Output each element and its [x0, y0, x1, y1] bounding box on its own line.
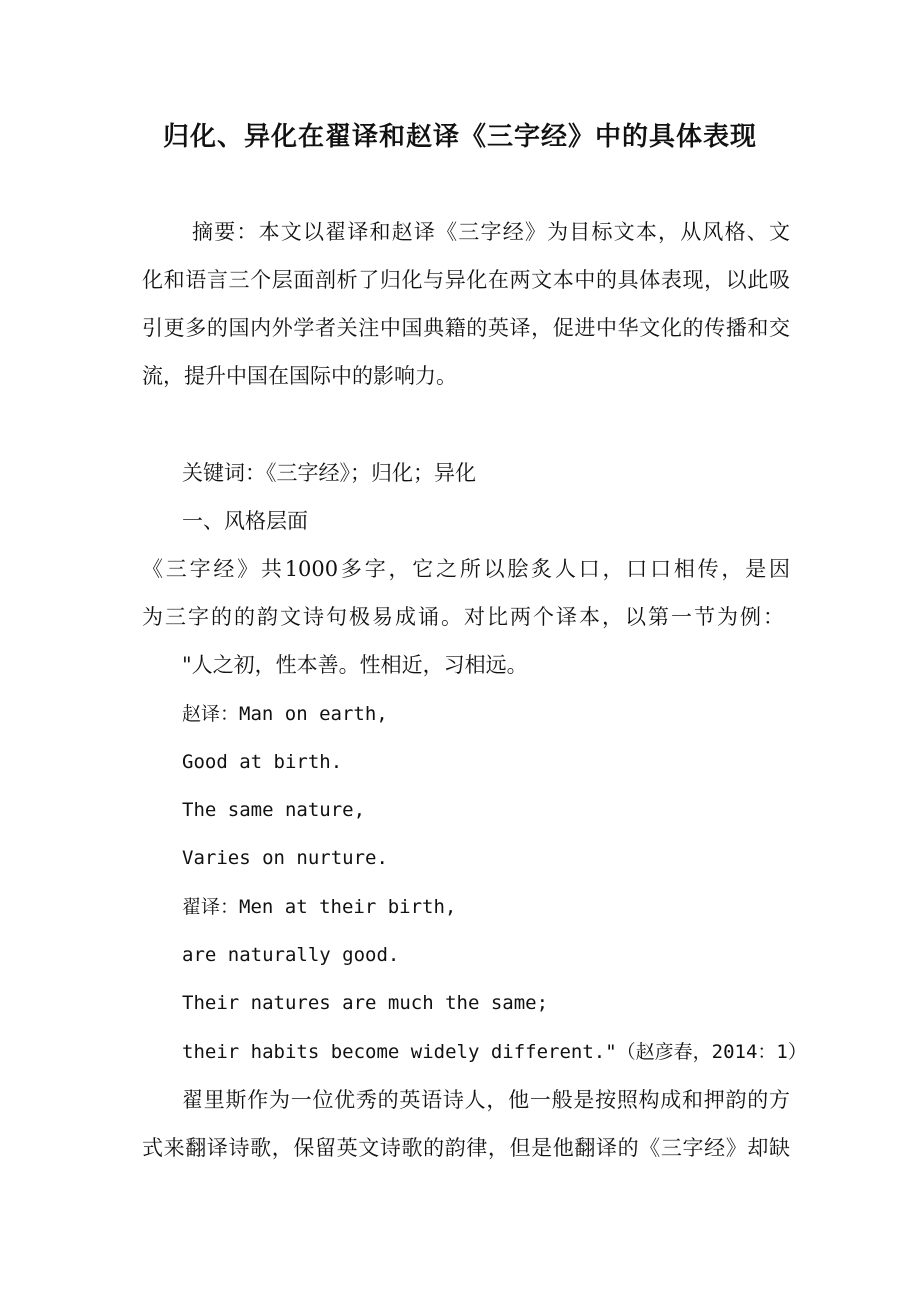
keywords: 关键词：《三字经》；归化；异化 — [182, 461, 476, 485]
translation-line: their habits become widely different."（赵彦春，2014：1） — [182, 1041, 807, 1063]
quote-line: "人之初，性本善。性相近，习相远。 — [182, 653, 528, 677]
abstract-line: 化和语言三个层面剖析了归化与异化在两文本中的具体表现，以此吸 — [142, 268, 790, 292]
translation-line: Their natures are much the same; — [182, 992, 549, 1014]
translation-line: 赵译：Man on earth, — [182, 703, 388, 725]
document-title: 归化、异化在翟译和赵译《三字经》中的具体表现 — [162, 122, 757, 152]
translation-line: Good at birth. — [182, 751, 343, 773]
abstract-line: 流，提升中国在国际中的影响力。 — [142, 364, 457, 388]
body-line: 《三字经》共1000多字，它之所以脍炙人口，口口相传，是因 — [142, 557, 790, 581]
section-heading: 一、风格层面 — [182, 509, 308, 533]
body-line: 为三字的的韵文诗句极易成诵。对比两个译本，以第一节为例： — [142, 605, 786, 629]
abstract-line: 引更多的国内外学者关注中国典籍的英译，促进中华文化的传播和交 — [142, 316, 790, 340]
abstract-line: 摘要：本文以翟译和赵译《三字经》为目标文本，从风格、文 — [192, 220, 790, 244]
body-line: 式来翻译诗歌，保留英文诗歌的韵律，但是他翻译的《三字经》却缺 — [142, 1136, 790, 1160]
translation-line: The same nature, — [182, 799, 366, 821]
body-line: 翟里斯作为一位优秀的英语诗人，他一般是按照构成和押韵的方 — [182, 1088, 790, 1112]
translation-line: Varies on nurture. — [182, 847, 388, 869]
translation-line: 翟译：Men at their birth, — [182, 896, 457, 918]
translation-line: are naturally good. — [182, 944, 400, 966]
